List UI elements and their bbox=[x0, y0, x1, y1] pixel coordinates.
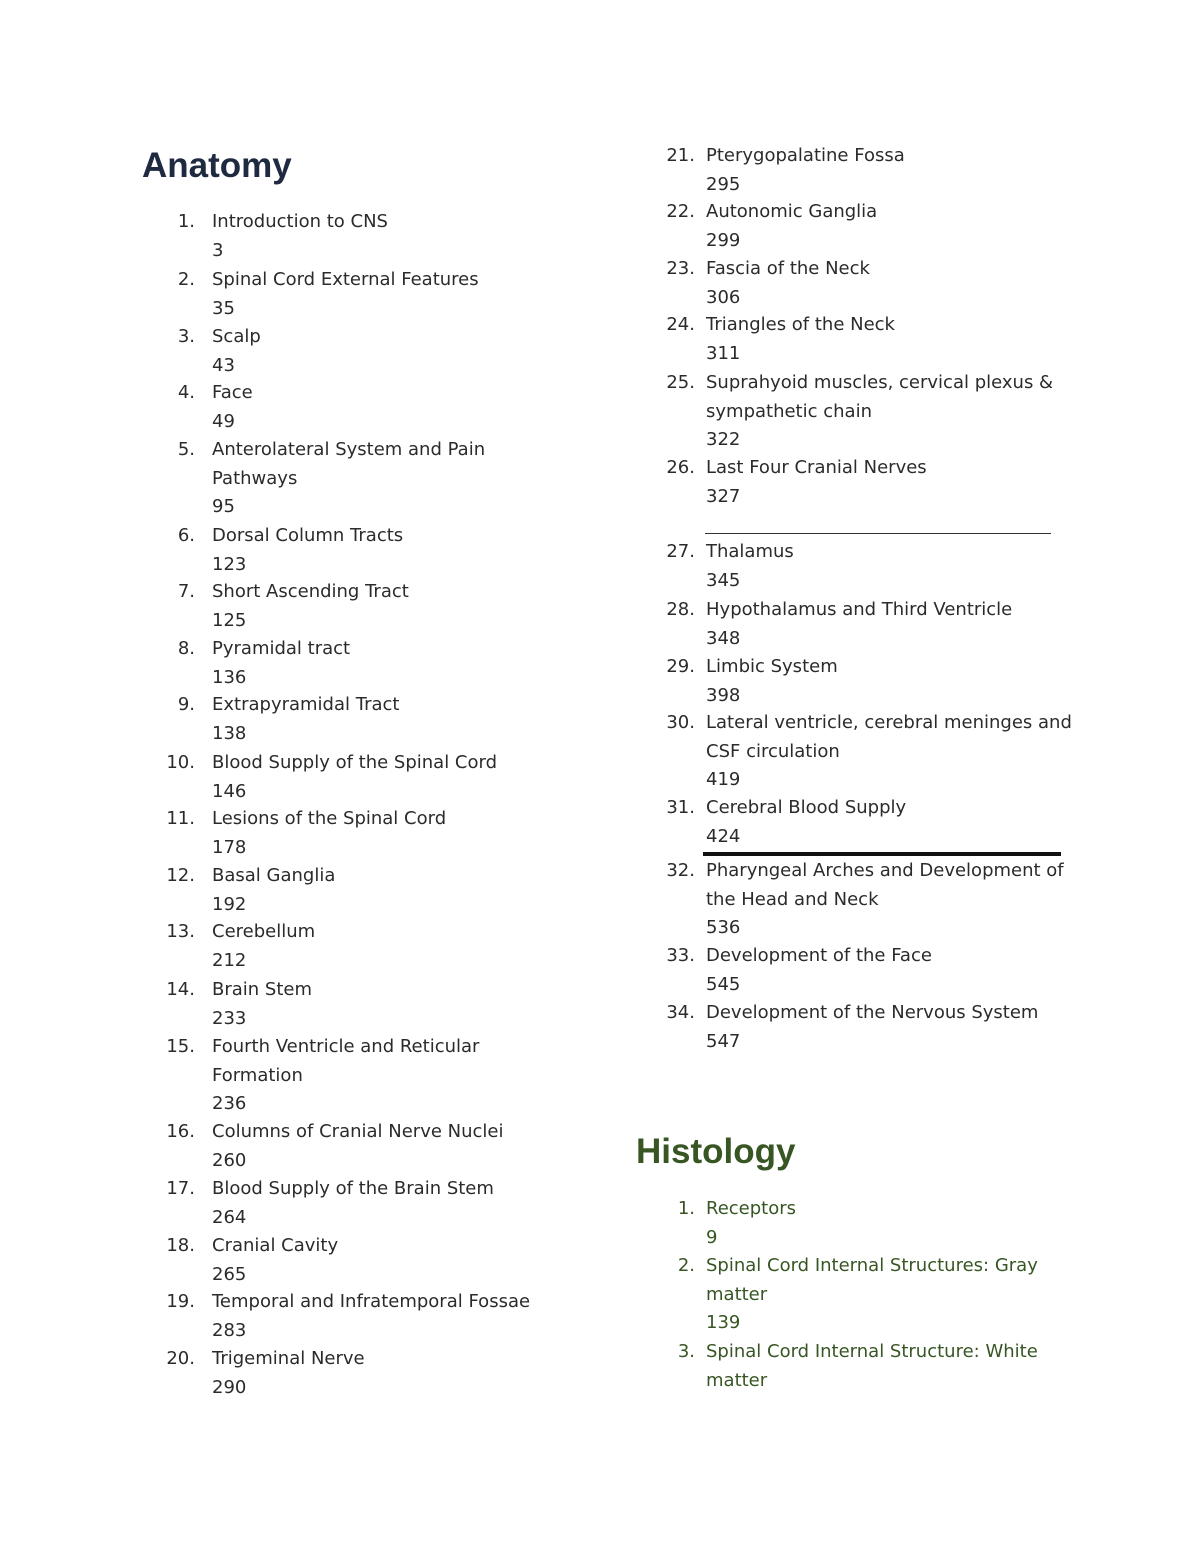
entry-body bbox=[706, 538, 794, 595]
entry-body bbox=[212, 749, 497, 806]
entry-body bbox=[212, 691, 399, 748]
entry-title: Cerebral Blood Supply bbox=[706, 797, 907, 818]
entry-title: Limbic System bbox=[706, 656, 838, 677]
section-divider-thick bbox=[703, 852, 1061, 856]
entry-number: 33. bbox=[666, 945, 695, 966]
entry-page-number: 212 bbox=[212, 949, 247, 971]
entry-number: 7. bbox=[177, 581, 195, 602]
section-divider-thin bbox=[705, 533, 1051, 534]
entry-title: the Head and Neck bbox=[706, 888, 879, 910]
entry-page-number: 136 bbox=[212, 666, 247, 688]
entry-body bbox=[212, 976, 312, 1033]
entry-page-number: 233 bbox=[212, 1007, 247, 1029]
entry-page-number: 35 bbox=[212, 297, 235, 319]
entry-body bbox=[212, 635, 350, 692]
entry-page-number: 419 bbox=[706, 769, 741, 790]
entry-body bbox=[706, 942, 932, 999]
entry-body bbox=[212, 1232, 338, 1289]
entry-title: Trigeminal Nerve bbox=[212, 1348, 365, 1369]
entry-title: Development of the Face bbox=[706, 945, 932, 966]
entry-page-number: 95 bbox=[212, 496, 235, 517]
entry-body bbox=[212, 1288, 530, 1345]
entry-title: Receptors bbox=[706, 1198, 797, 1219]
entry-page-number: 545 bbox=[706, 973, 741, 995]
entry-title: Columns of Cranial Nerve Nuclei bbox=[212, 1121, 504, 1142]
entry-number: 3. bbox=[677, 1341, 695, 1362]
entry-title: Basal Ganglia bbox=[212, 865, 336, 886]
entry-number: 2. bbox=[177, 269, 195, 290]
entry-page-number: 260 bbox=[212, 1149, 247, 1171]
entry-number: 6. bbox=[177, 525, 195, 546]
entry-body bbox=[706, 596, 1012, 653]
entry-title: Lateral ventricle, cerebral meninges and bbox=[706, 712, 1072, 733]
entry-body bbox=[212, 1118, 504, 1175]
entry-body bbox=[212, 1175, 494, 1232]
entry-page-number: 9 bbox=[706, 1226, 718, 1248]
entry-title: Autonomic Ganglia bbox=[706, 201, 878, 222]
entry-body bbox=[212, 323, 261, 380]
entry-page-number: 398 bbox=[706, 684, 741, 706]
entry-title: Fascia of the Neck bbox=[706, 258, 870, 279]
entry-number: 1. bbox=[677, 1198, 695, 1219]
entry-title: Brain Stem bbox=[212, 979, 313, 1000]
entry-number: 32. bbox=[666, 860, 695, 881]
entry-number: 28. bbox=[666, 599, 695, 620]
entry-title: Dorsal Column Tracts bbox=[212, 525, 404, 546]
entry-number: 8. bbox=[177, 638, 195, 659]
entry-body bbox=[212, 436, 485, 522]
entry-page-number: 43 bbox=[212, 354, 235, 376]
entry-body bbox=[212, 578, 409, 635]
entry-page-number: 295 bbox=[706, 173, 741, 195]
histology-heading: Histology bbox=[636, 1132, 796, 1171]
entry-number: 17. bbox=[166, 1178, 195, 1199]
entry-page-number: 265 bbox=[212, 1263, 247, 1285]
entry-number: 14. bbox=[166, 979, 195, 1000]
entry-number: 22. bbox=[666, 201, 695, 222]
anatomy-heading: Anatomy bbox=[142, 146, 292, 185]
entry-page-number: 283 bbox=[212, 1319, 247, 1341]
entry-number: 29. bbox=[666, 656, 695, 677]
entry-number: 19. bbox=[166, 1291, 195, 1312]
entry-body bbox=[706, 255, 870, 312]
entry-title: Anterolateral System and Pain bbox=[212, 439, 486, 460]
entry-number: 27. bbox=[666, 541, 695, 562]
entry-page-number: 311 bbox=[706, 342, 741, 364]
entry-page-number: 125 bbox=[212, 609, 247, 631]
entry-page-number: 3 bbox=[212, 239, 224, 261]
entry-title: Development of the Nervous System bbox=[706, 1002, 1039, 1023]
entry-page-number: 299 bbox=[706, 229, 741, 251]
entry-number: 9. bbox=[177, 694, 195, 715]
entry-body bbox=[706, 709, 1072, 795]
entry-body bbox=[706, 198, 877, 255]
entry-body bbox=[706, 369, 1053, 455]
entry-title: Hypothalamus and Third Ventricle bbox=[706, 599, 1013, 620]
entry-number: 23. bbox=[666, 258, 695, 279]
entry-title: Pathways bbox=[212, 467, 298, 489]
entry-page-number: 139 bbox=[706, 1312, 741, 1333]
entry-title: Cerebellum bbox=[212, 921, 316, 942]
entry-page-number: 290 bbox=[212, 1376, 247, 1398]
entry-title: Thalamus bbox=[706, 541, 794, 562]
entry-title: Pyramidal tract bbox=[212, 638, 351, 659]
entry-title: Pharyngeal Arches and Development of bbox=[706, 860, 1064, 881]
entry-page-number: 547 bbox=[706, 1030, 741, 1052]
entry-number: 26. bbox=[666, 457, 695, 478]
entry-number: 31. bbox=[666, 797, 695, 818]
entry-body bbox=[706, 454, 927, 511]
entry-body bbox=[212, 1033, 479, 1119]
entry-title: Fourth Ventricle and Reticular bbox=[212, 1036, 480, 1057]
entry-page-number: 536 bbox=[706, 917, 741, 938]
entry-body bbox=[706, 653, 838, 710]
entry-body bbox=[212, 918, 315, 975]
entry-title: sympathetic chain bbox=[706, 400, 872, 422]
entry-title: Scalp bbox=[212, 326, 261, 347]
entry-page-number: 348 bbox=[706, 627, 741, 649]
entry-number: 13. bbox=[166, 921, 195, 942]
entry-body bbox=[706, 794, 906, 851]
entry-number: 16. bbox=[166, 1121, 195, 1142]
entry-title: Suprahyoid muscles, cervical plexus & bbox=[706, 372, 1054, 393]
entry-title: Introduction to CNS bbox=[212, 211, 388, 232]
entry-page-number: 424 bbox=[706, 825, 741, 847]
entry-title: Face bbox=[212, 382, 253, 403]
entry-title: Temporal and Infratemporal Fossae bbox=[212, 1291, 531, 1312]
entry-body bbox=[212, 379, 253, 436]
entry-body bbox=[706, 1252, 1038, 1338]
entry-page-number: 123 bbox=[212, 553, 247, 575]
entry-number: 25. bbox=[666, 372, 695, 393]
entry-title: matter bbox=[706, 1369, 768, 1391]
entry-body bbox=[212, 208, 388, 265]
entry-page-number: 327 bbox=[706, 485, 741, 507]
entry-body bbox=[706, 1195, 796, 1252]
entry-title: Formation bbox=[212, 1064, 303, 1086]
entry-page-number: 322 bbox=[706, 429, 741, 450]
entry-page-number: 264 bbox=[212, 1206, 247, 1228]
entry-body bbox=[212, 862, 335, 919]
entry-number: 3. bbox=[177, 326, 195, 347]
entry-page-number: 345 bbox=[706, 569, 741, 591]
entry-title: Cranial Cavity bbox=[212, 1235, 339, 1256]
entry-title: Spinal Cord External Features bbox=[212, 269, 479, 290]
entry-number: 18. bbox=[166, 1235, 195, 1256]
entry-title: matter bbox=[706, 1283, 768, 1305]
entry-number: 34. bbox=[666, 1002, 695, 1023]
entry-title: Lesions of the Spinal Cord bbox=[212, 808, 447, 829]
entry-title: Short Ascending Tract bbox=[212, 581, 409, 602]
entry-body bbox=[706, 311, 895, 368]
entry-number: 5. bbox=[177, 439, 195, 460]
entry-body bbox=[706, 999, 1038, 1056]
entry-page-number: 49 bbox=[212, 410, 235, 432]
entry-page-number: 178 bbox=[212, 836, 247, 858]
entry-body bbox=[212, 266, 479, 323]
entry-body bbox=[706, 1338, 1038, 1395]
entry-number: 24. bbox=[666, 314, 695, 335]
entry-number: 1. bbox=[177, 211, 195, 232]
entry-body bbox=[706, 857, 1064, 943]
entry-body bbox=[706, 142, 905, 199]
entry-title: Spinal Cord Internal Structure: White bbox=[706, 1341, 1038, 1362]
entry-title: CSF circulation bbox=[706, 740, 840, 762]
entry-number: 10. bbox=[166, 752, 195, 773]
entry-number: 11. bbox=[166, 808, 195, 829]
entry-number: 15. bbox=[166, 1036, 195, 1057]
entry-page-number: 138 bbox=[212, 722, 247, 744]
entry-number: 2. bbox=[677, 1255, 695, 1276]
entry-body bbox=[212, 1345, 365, 1402]
entry-number: 21. bbox=[666, 145, 695, 166]
entry-title: Extrapyramidal Tract bbox=[212, 694, 400, 715]
entry-number: 20. bbox=[166, 1348, 195, 1369]
entry-body bbox=[212, 522, 403, 579]
entry-title: Spinal Cord Internal Structures: Gray bbox=[706, 1255, 1038, 1276]
entry-number: 12. bbox=[166, 865, 195, 886]
entry-title: Triangles of the Neck bbox=[706, 314, 895, 335]
entry-title: Blood Supply of the Brain Stem bbox=[212, 1178, 494, 1199]
entry-number: 30. bbox=[666, 712, 695, 733]
entry-title: Pterygopalatine Fossa bbox=[706, 145, 905, 166]
entry-page-number: 306 bbox=[706, 286, 741, 308]
entry-page-number: 146 bbox=[212, 780, 247, 802]
entry-body bbox=[212, 805, 446, 862]
entry-title: Blood Supply of the Spinal Cord bbox=[212, 752, 498, 773]
entry-number: 4. bbox=[177, 382, 195, 403]
entry-page-number: 192 bbox=[212, 893, 247, 915]
entry-page-number: 236 bbox=[212, 1093, 247, 1114]
entry-title: Last Four Cranial Nerves bbox=[706, 457, 927, 478]
